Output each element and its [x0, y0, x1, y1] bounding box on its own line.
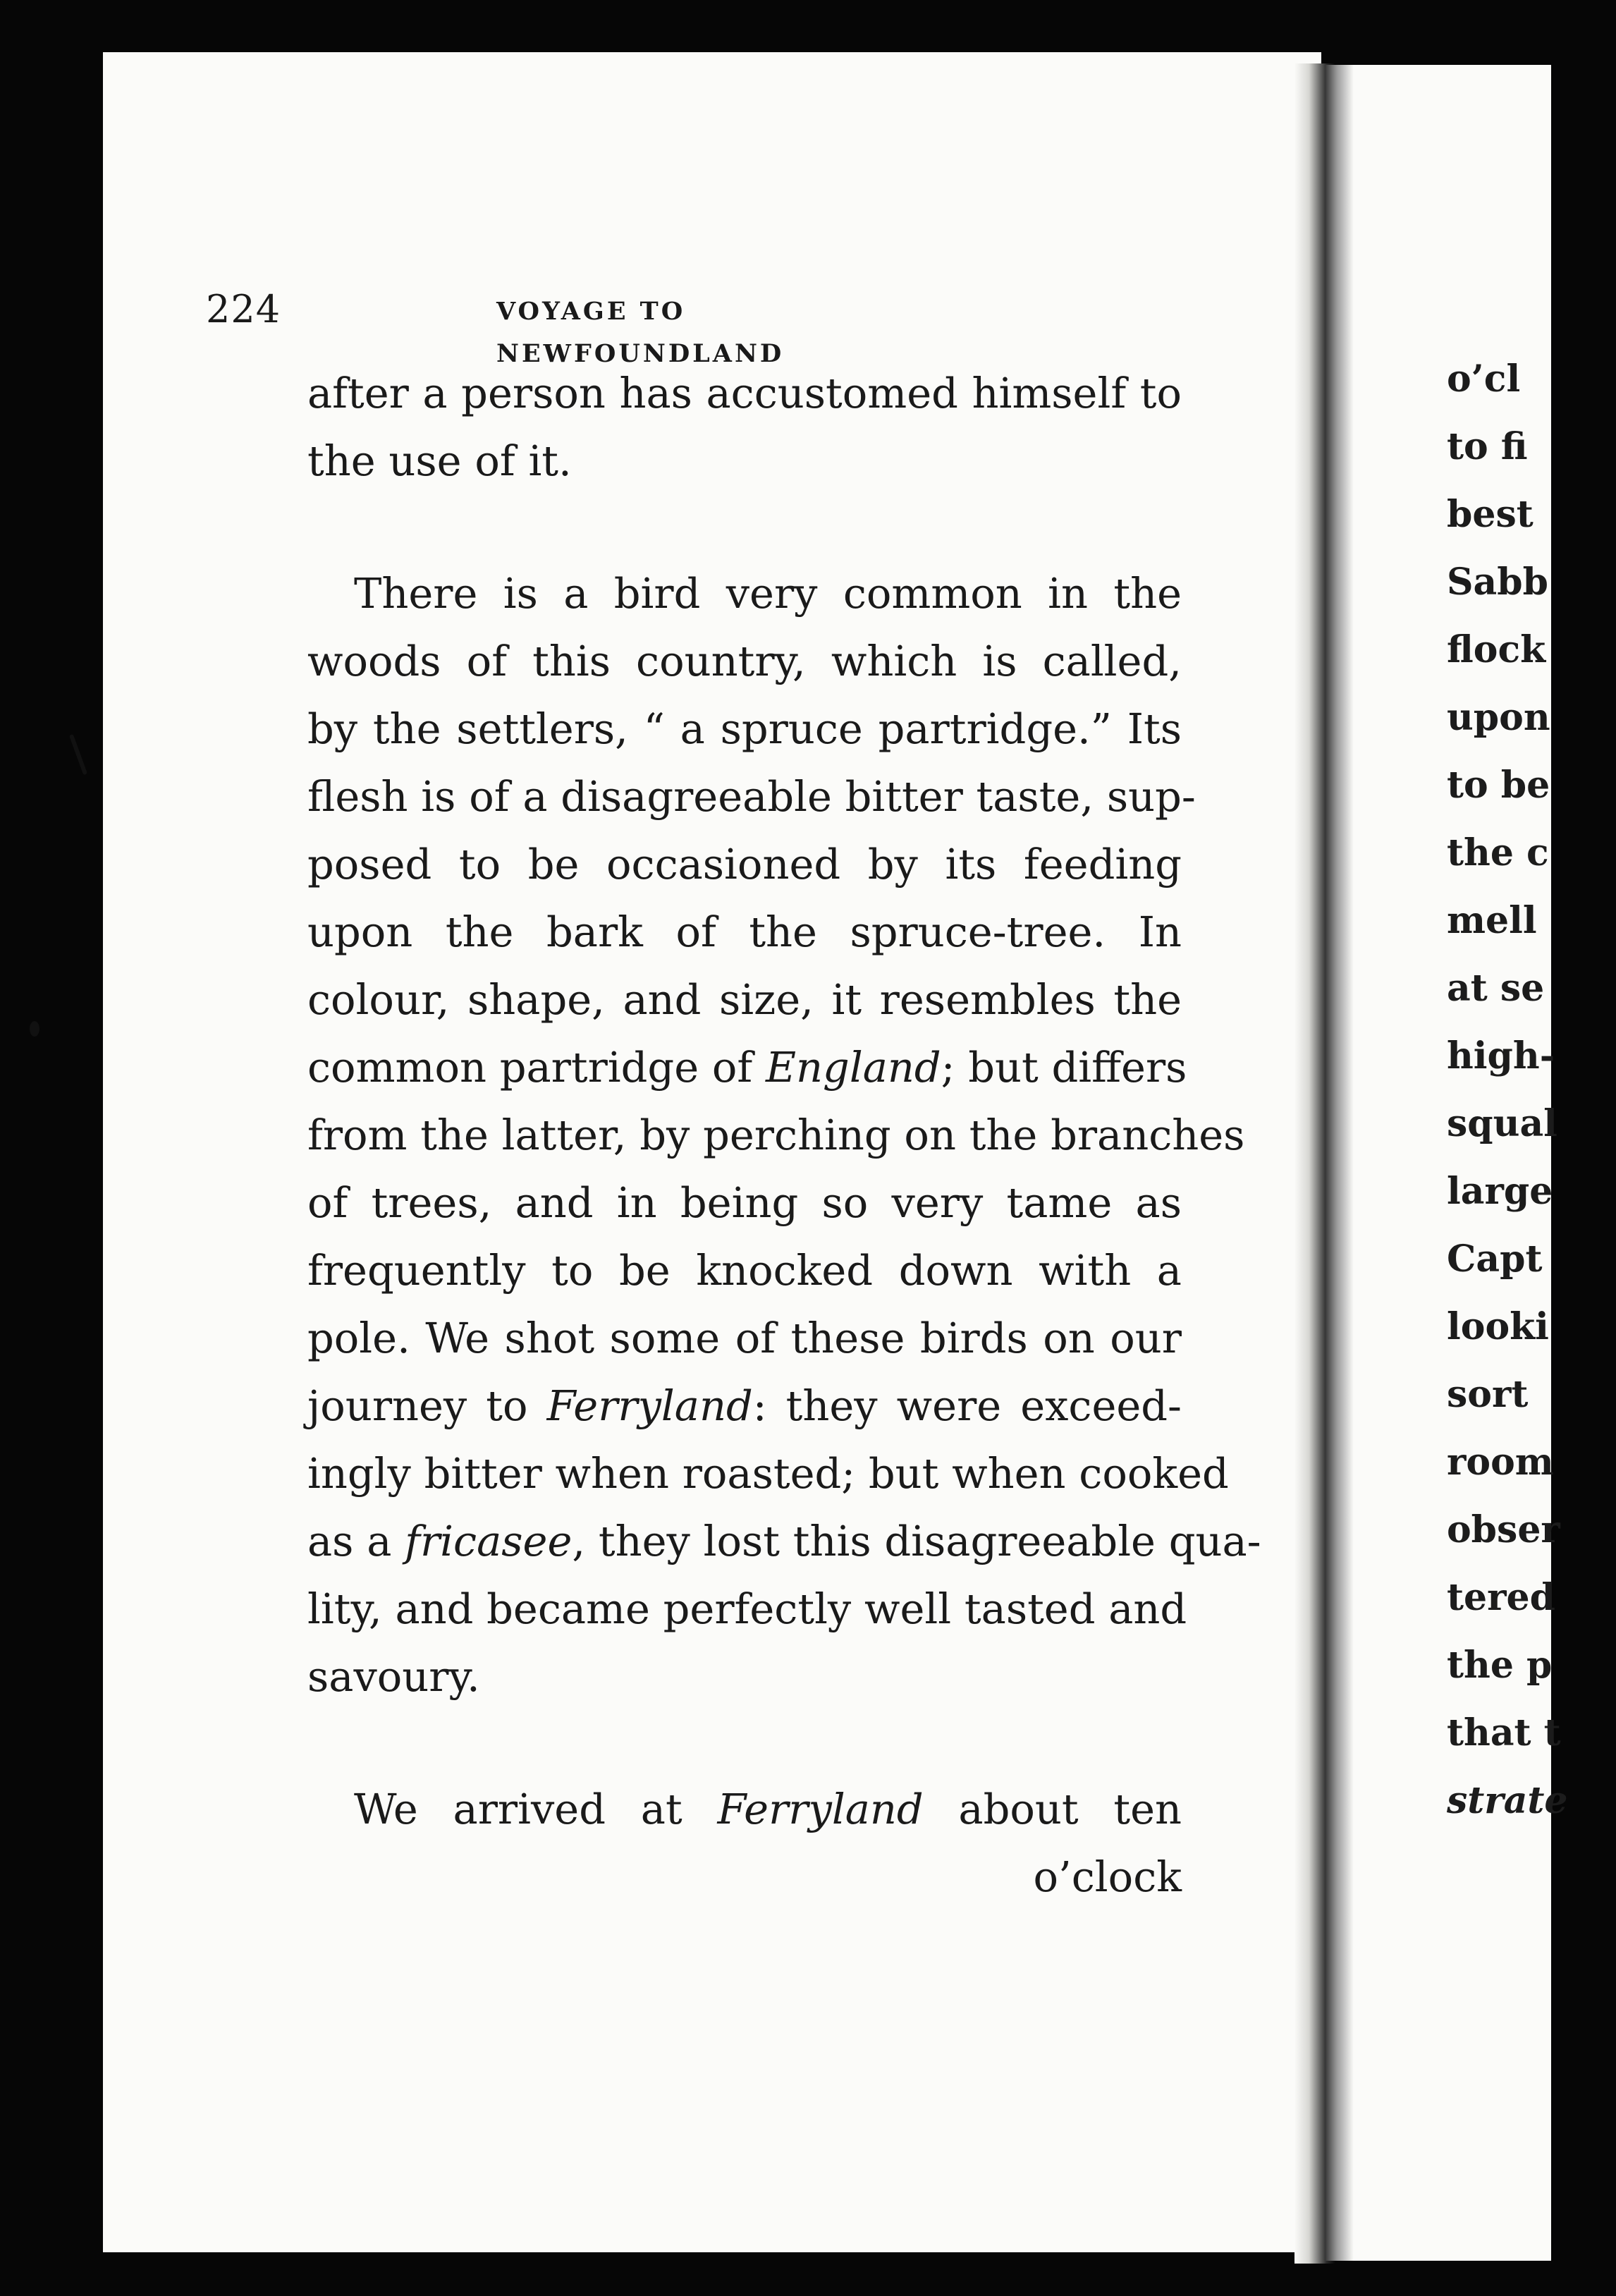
facing-text-line: sort	[1447, 1373, 1529, 1416]
facing-text-line: tered	[1447, 1576, 1555, 1619]
scan-speck	[30, 1021, 39, 1037]
text-line: of trees, and in being so very tame as	[307, 1178, 1182, 1227]
facing-text-line: the c	[1447, 831, 1549, 874]
facing-text-line: flock	[1447, 628, 1546, 671]
text-line: We arrived at Ferryland about ten	[354, 1785, 1182, 1833]
text-line: flesh is of a disagreeable bitter taste, sup-	[307, 772, 1196, 821]
text-line: as a fricasee, they lost this disagreeable qua-	[307, 1517, 1261, 1565]
facing-page-shadow	[1326, 65, 1354, 2261]
facing-text-line: o’cl	[1447, 358, 1521, 401]
text-line: by the settlers, “ a spruce partridge.” Its	[307, 704, 1182, 753]
paragraph-break	[307, 495, 1182, 560]
running-title: VOYAGE TO NEWFOUNDLAND	[496, 297, 785, 368]
text-line: posed to be occasioned by its feeding	[307, 840, 1182, 889]
text-line: lity, and became perfectly well tasted and	[307, 1584, 1187, 1633]
facing-text-line: room	[1447, 1441, 1554, 1484]
scan-mark	[69, 734, 87, 775]
facing-text-line: strate	[1447, 1779, 1568, 1822]
text-line: colour, shape, and size, it resembles the	[307, 975, 1182, 1024]
facing-text-line: best	[1447, 493, 1534, 536]
facing-text-line: high-	[1447, 1034, 1555, 1077]
catchword: o’clock	[1033, 1852, 1182, 1901]
body-text	[307, 360, 1261, 1911]
text-line: ingly bitter when roasted; but when cooked	[307, 1449, 1229, 1498]
facing-text-line: large	[1447, 1170, 1553, 1213]
text-line: the use of it.	[307, 436, 572, 485]
text-line: upon the bark of the spruce-tree. In	[307, 908, 1182, 956]
facing-text-line: Capt	[1447, 1238, 1543, 1281]
facing-text-line: looki	[1447, 1305, 1549, 1348]
facing-text-line: at se	[1447, 967, 1545, 1010]
text-line: common partridge of England; but differs	[307, 1043, 1187, 1092]
facing-text-line: to be	[1447, 764, 1550, 807]
running-head	[206, 285, 981, 368]
text-line: after a person has accustomed himself to	[307, 369, 1182, 417]
text-line: frequently to be knocked down with a	[307, 1246, 1182, 1295]
facing-text-line: squal	[1447, 1102, 1557, 1145]
text-line: journey to Ferryland: they were exceed-	[307, 1381, 1182, 1430]
text-line: from the latter, by perching on the branches	[307, 1111, 1245, 1159]
text-line: woods of this country, which is called,	[307, 637, 1182, 685]
facing-text-line: mell	[1447, 899, 1537, 942]
paragraph-break	[307, 1711, 1182, 1776]
text-line: There is a bird very common in the	[354, 569, 1182, 618]
facing-text-line: obser	[1447, 1508, 1560, 1551]
facing-text-line: that t	[1447, 1711, 1561, 1754]
text-line: pole. We shot some of these birds on our	[307, 1314, 1182, 1362]
facing-text-line: Sabb	[1447, 561, 1548, 604]
page-number: 224	[206, 287, 281, 331]
text-line: savoury.	[307, 1652, 480, 1701]
facing-text-line: upon	[1447, 696, 1550, 739]
facing-text-line: to fi	[1447, 425, 1528, 468]
facing-text-line: the p	[1447, 1644, 1553, 1687]
